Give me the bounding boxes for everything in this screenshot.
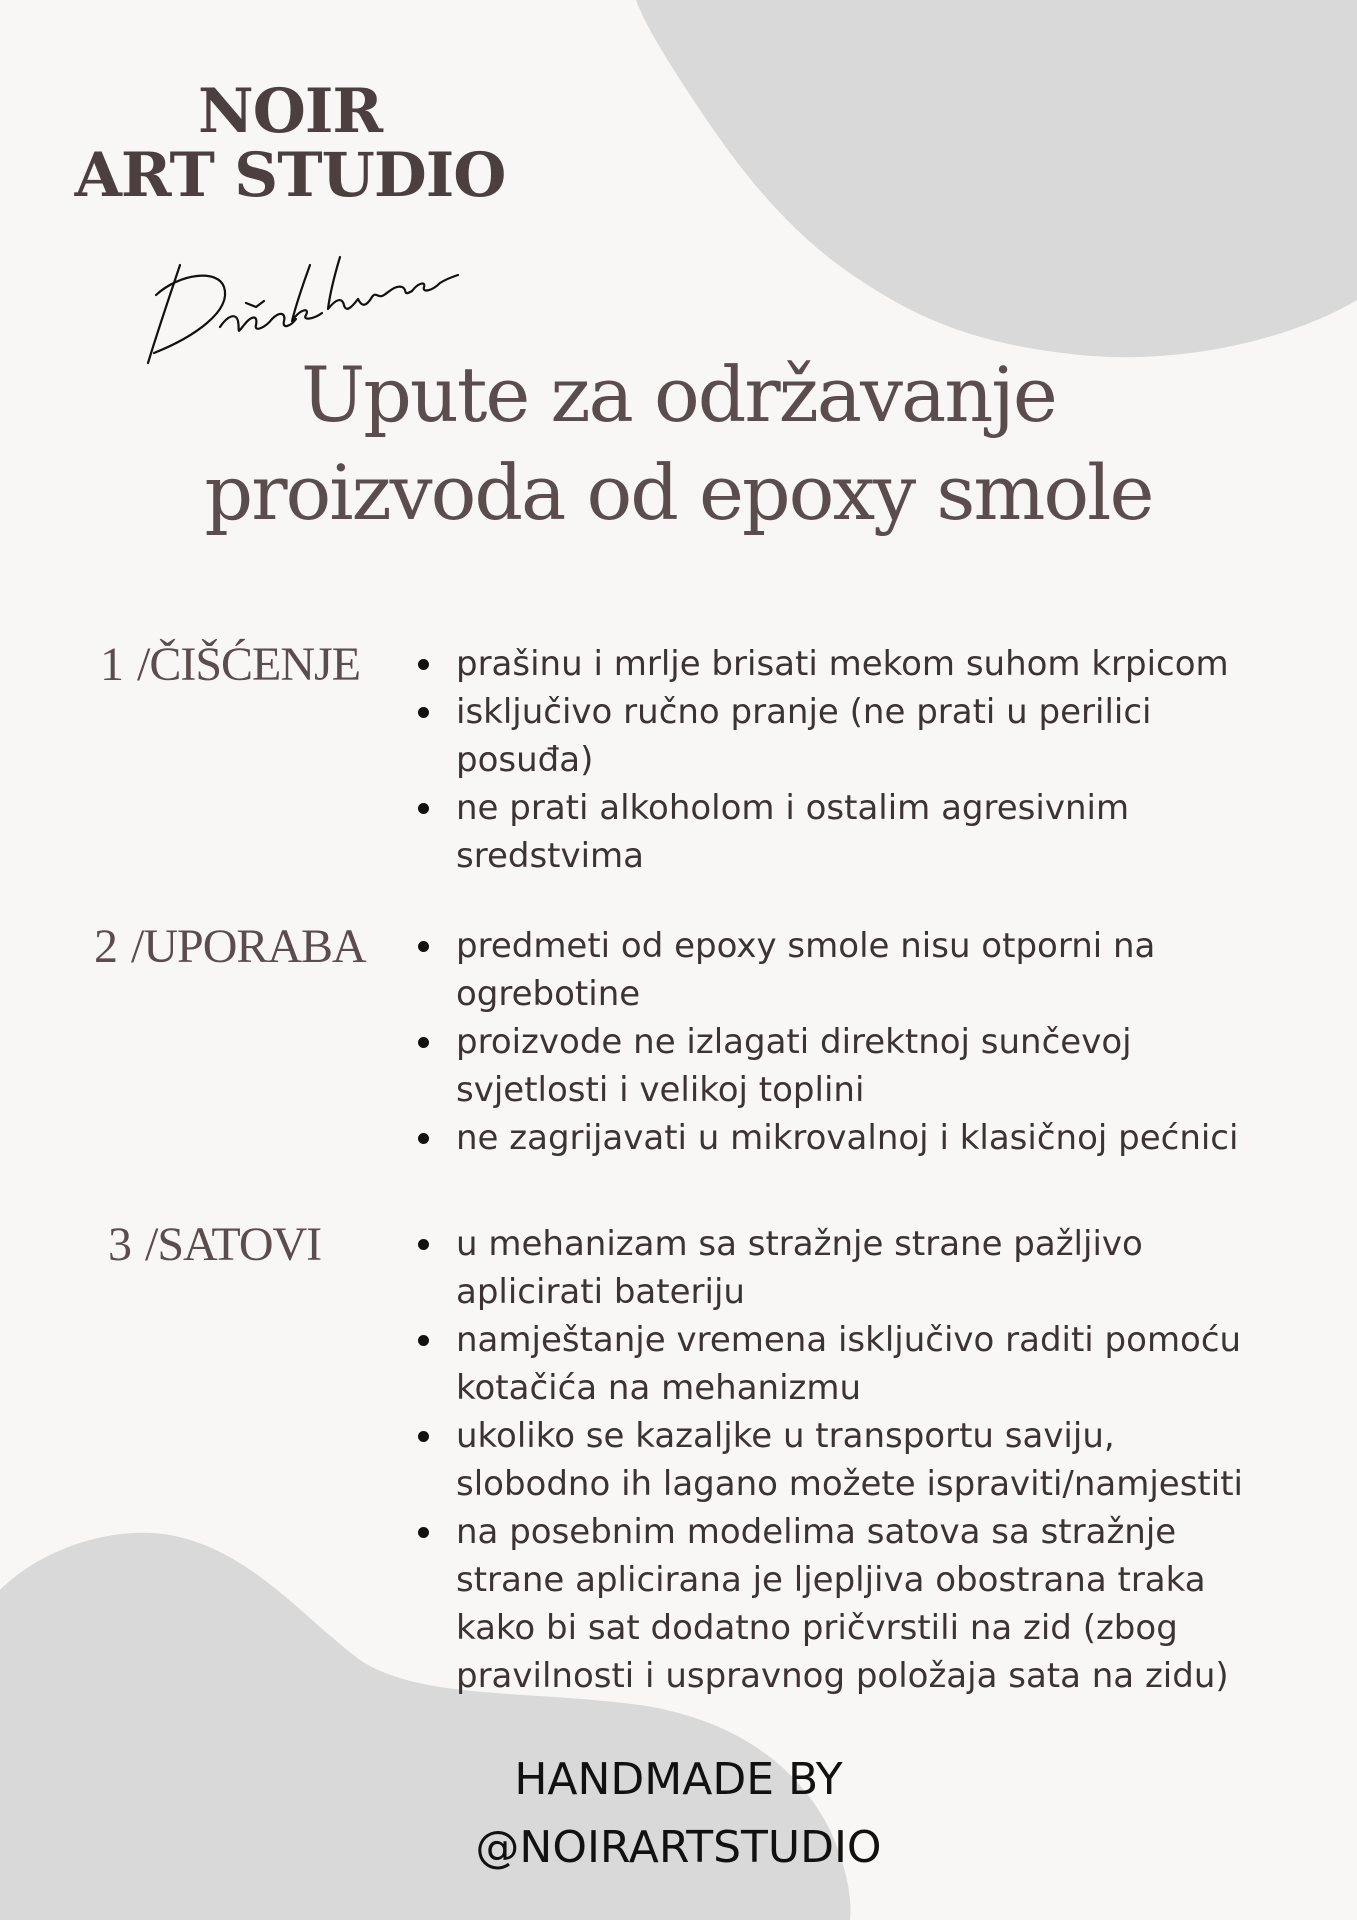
footer-line-1: HANDMADE BY — [514, 1754, 843, 1805]
bullet-icon — [418, 1431, 429, 1442]
title-line-1: Upute za održavanje — [301, 350, 1056, 439]
list-item: na posebnim modelima satova sa stražnje strane aplicirana je ljepljiva obostrana traka kako bi sat dodatno pričvrstili na zid (zbog pravilnosti i uspravnog položaja sata na zidu) — [418, 1508, 1278, 1700]
signature-text: Dašak luksuza — [140, 235, 148, 236]
brand-logo — [70, 76, 510, 211]
bullet-icon — [418, 1133, 429, 1144]
list-item: u mehanizam sa stražnje strane pažljivo aplicirati bateriju — [418, 1220, 1278, 1316]
list-item: proizvode ne izlagati direktnoj sunčevoj svjetlosti i velikoj toplini — [418, 1018, 1278, 1114]
list-item: prašinu i mrlje brisati mekom suhom krpicom — [418, 640, 1278, 688]
bullet-icon — [418, 707, 429, 718]
bullet-icon — [418, 1527, 429, 1538]
page-title — [0, 346, 1357, 542]
title-line-2: proizvoda od epoxy smole — [204, 448, 1153, 537]
top-right-blob — [636, 0, 1357, 357]
list-item: ukoliko se kazaljke u transportu saviju, slobodno ih lagano možete ispraviti/namjestiti — [418, 1412, 1278, 1508]
section-heading — [94, 918, 366, 976]
brand-line-2: ART STUDIO — [74, 140, 506, 211]
bullet-icon — [418, 659, 429, 670]
section-number: 3 — [108, 1218, 131, 1271]
section-heading — [100, 636, 360, 694]
section-bullet-list — [418, 1220, 1278, 1700]
list-item: ne zagrijavati u mikrovalnoj i klasičnoj pećnici — [418, 1114, 1278, 1162]
bullet-icon — [418, 1037, 429, 1048]
section-label: /SATOVI — [145, 1218, 322, 1271]
section-heading — [108, 1216, 321, 1274]
bullet-icon — [418, 1335, 429, 1346]
list-item: ne prati alkoholom i ostalim agresivnim sredstvima — [418, 784, 1278, 880]
list-item: isključivo ručno pranje (ne prati u perilici posuđa) — [418, 688, 1278, 784]
footer-credit — [0, 1746, 1357, 1882]
footer-handle: @NOIRARTSTUDIO — [475, 1822, 882, 1873]
section-label: /ČIŠĆENJE — [137, 638, 361, 691]
section-bullet-list — [418, 640, 1278, 880]
list-item: predmeti od epoxy smole nisu otporni na ogrebotine — [418, 922, 1278, 1018]
list-item: namještanje vremena isključivo raditi pomoću kotačića na mehanizmu — [418, 1316, 1278, 1412]
brand-line-1: NOIR — [197, 76, 383, 147]
bullet-icon — [418, 941, 429, 952]
bullet-icon — [418, 803, 429, 814]
section-number: 1 — [100, 638, 123, 691]
section-label: /UPORABA — [131, 920, 366, 973]
section-number: 2 — [94, 920, 117, 973]
section-bullet-list — [418, 922, 1278, 1162]
bullet-icon — [418, 1239, 429, 1250]
